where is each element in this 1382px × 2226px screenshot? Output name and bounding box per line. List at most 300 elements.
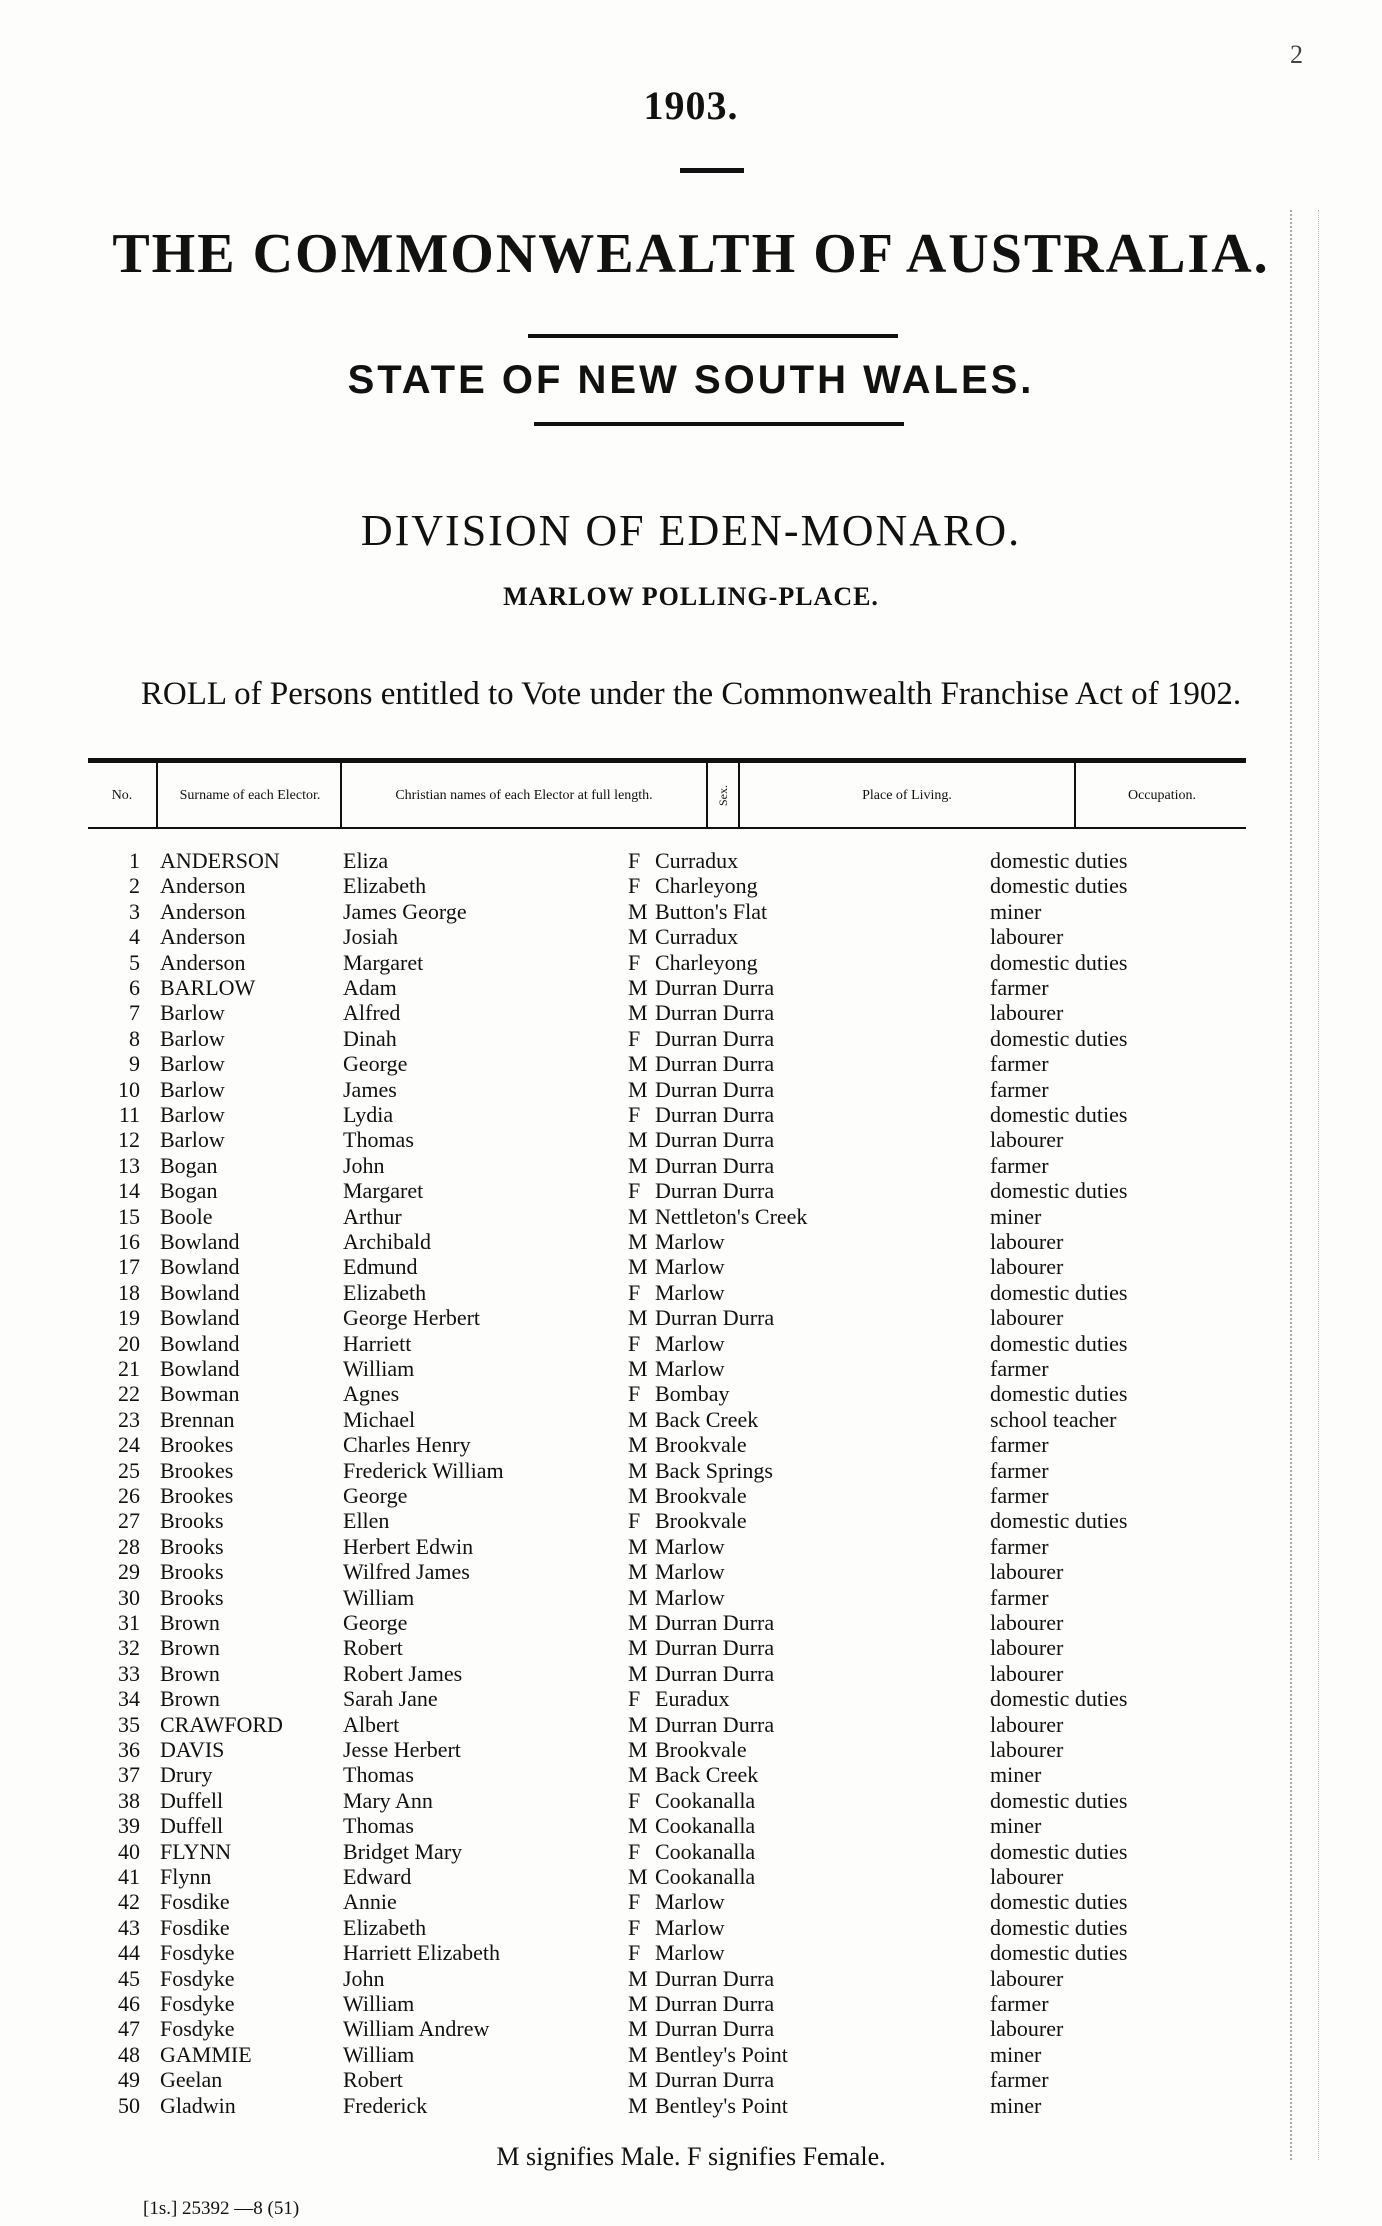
occupation-cell: domestic duties bbox=[990, 1280, 1128, 1305]
row-number: 35 bbox=[118, 1712, 140, 1737]
table-row bbox=[0, 1178, 1382, 1203]
row-number: 28 bbox=[118, 1534, 140, 1559]
place-of-living-cell: Durran Durra bbox=[655, 1153, 775, 1178]
occupation-cell: farmer bbox=[990, 1077, 1049, 1102]
occupation-cell: domestic duties bbox=[990, 1686, 1128, 1711]
surname-cell: Brookes bbox=[160, 1483, 234, 1508]
row-number: 14 bbox=[118, 1178, 140, 1203]
row-number: 24 bbox=[118, 1432, 140, 1457]
christian-names-cell: Elizabeth bbox=[343, 1915, 427, 1940]
row-number: 18 bbox=[118, 1280, 140, 1305]
surname-cell: Barlow bbox=[160, 1127, 225, 1152]
row-number: 47 bbox=[118, 2016, 140, 2041]
christian-names-cell: William Andrew bbox=[343, 2016, 490, 2041]
table-row bbox=[0, 1966, 1382, 1991]
row-number: 11 bbox=[118, 1102, 140, 1127]
table-row bbox=[0, 1254, 1382, 1279]
occupation-cell: domestic duties bbox=[990, 1178, 1128, 1203]
row-number: 30 bbox=[118, 1585, 140, 1610]
christian-names-cell: Frederick bbox=[343, 2093, 428, 2118]
table-header bbox=[88, 758, 1246, 829]
row-number: 13 bbox=[118, 1153, 140, 1178]
christian-names-cell: Archibald bbox=[343, 1229, 431, 1254]
row-number: 12 bbox=[118, 1127, 140, 1152]
occupation-cell: labourer bbox=[990, 1966, 1064, 1991]
sex-cell: M bbox=[628, 2016, 648, 2041]
table-row bbox=[0, 1305, 1382, 1330]
christian-names-cell: Adam bbox=[343, 975, 397, 1000]
table-row bbox=[0, 1712, 1382, 1737]
row-number: 1 bbox=[129, 848, 140, 873]
occupation-cell: labourer bbox=[990, 1864, 1064, 1889]
christian-names-cell: Alfred bbox=[343, 1000, 401, 1025]
surname-cell: Anderson bbox=[160, 950, 246, 975]
surname-cell: Boole bbox=[160, 1204, 213, 1229]
sex-cell: F bbox=[628, 1331, 641, 1356]
year-heading: 1903. bbox=[643, 83, 739, 128]
occupation-cell: domestic duties bbox=[990, 873, 1128, 898]
sex-cell: F bbox=[628, 1102, 641, 1127]
row-number: 33 bbox=[118, 1661, 140, 1686]
sex-cell: M bbox=[628, 1661, 648, 1686]
surname-cell: Fosdyke bbox=[160, 2016, 235, 2041]
row-number: 38 bbox=[118, 1788, 140, 1813]
table-row bbox=[0, 1661, 1382, 1686]
sex-cell: M bbox=[628, 1585, 648, 1610]
surname-cell: Bowland bbox=[160, 1229, 240, 1254]
surname-cell: Barlow bbox=[160, 1077, 225, 1102]
surname-cell: Bowland bbox=[160, 1331, 240, 1356]
christian-names-cell: George bbox=[343, 1483, 408, 1508]
place-of-living-cell: Brookvale bbox=[655, 1432, 747, 1457]
sex-cell: M bbox=[628, 2093, 648, 2118]
sex-cell: M bbox=[628, 1153, 648, 1178]
place-of-living-cell: Brookvale bbox=[655, 1508, 747, 1533]
place-of-living-cell: Cookanalla bbox=[655, 1864, 756, 1889]
occupation-cell: domestic duties bbox=[990, 1508, 1128, 1533]
table-row bbox=[0, 2042, 1382, 2067]
christian-names-cell: Charles Henry bbox=[343, 1432, 471, 1457]
occupation-cell: domestic duties bbox=[990, 1889, 1128, 1914]
table-row bbox=[0, 1762, 1382, 1787]
row-number: 26 bbox=[118, 1483, 140, 1508]
place-of-living-cell: Durran Durra bbox=[655, 1127, 775, 1152]
sex-cell: F bbox=[628, 1889, 641, 1914]
sex-cell: F bbox=[628, 1839, 641, 1864]
table-row bbox=[0, 1839, 1382, 1864]
place-of-living-cell: Durran Durra bbox=[655, 2016, 775, 2041]
sex-cell: M bbox=[628, 1635, 648, 1660]
christian-names-cell: George Herbert bbox=[343, 1305, 481, 1330]
place-of-living-cell: Euradux bbox=[655, 1686, 730, 1711]
place-of-living-cell: Brookvale bbox=[655, 1737, 747, 1762]
sex-cell: M bbox=[628, 1559, 648, 1584]
sex-legend-note: M signifies Male. F signifies Female. bbox=[496, 2142, 886, 2171]
occupation-cell: miner bbox=[990, 2042, 1042, 2067]
occupation-cell: domestic duties bbox=[990, 1839, 1128, 1864]
occupation-cell: domestic duties bbox=[990, 1102, 1128, 1127]
surname-cell: Barlow bbox=[160, 1051, 225, 1076]
occupation-cell: farmer bbox=[990, 975, 1049, 1000]
table-row bbox=[0, 1991, 1382, 2016]
table-row bbox=[0, 1813, 1382, 1838]
sex-cell: M bbox=[628, 1356, 648, 1381]
state-rule bbox=[534, 422, 904, 426]
sex-cell: M bbox=[628, 1305, 648, 1330]
surname-cell: Brooks bbox=[160, 1508, 224, 1533]
table-row bbox=[0, 1737, 1382, 1762]
sex-cell: M bbox=[628, 1127, 648, 1152]
surname-cell: Barlow bbox=[160, 1026, 225, 1051]
sex-cell: M bbox=[628, 1051, 648, 1076]
christian-names-cell: Robert bbox=[343, 2067, 403, 2092]
place-of-living-cell: Button's Flat bbox=[655, 899, 768, 924]
place-of-living-cell: Marlow bbox=[655, 1915, 725, 1940]
place-of-living-cell: Charleyong bbox=[655, 950, 758, 975]
sex-cell: F bbox=[628, 1788, 641, 1813]
occupation-cell: farmer bbox=[990, 1051, 1049, 1076]
row-number: 25 bbox=[118, 1458, 140, 1483]
sex-cell: F bbox=[628, 1381, 641, 1406]
table-row bbox=[0, 1280, 1382, 1305]
table-row bbox=[0, 899, 1382, 924]
table-row bbox=[0, 1559, 1382, 1584]
row-number: 21 bbox=[118, 1356, 140, 1381]
place-of-living-cell: Nettleton's Creek bbox=[655, 1204, 808, 1229]
table-row bbox=[0, 1026, 1382, 1051]
table-row bbox=[0, 924, 1382, 949]
table-row bbox=[0, 1534, 1382, 1559]
row-number: 41 bbox=[118, 1864, 140, 1889]
sex-cell: F bbox=[628, 1940, 641, 1965]
occupation-cell: labourer bbox=[990, 1305, 1064, 1330]
christian-names-cell: James George bbox=[343, 899, 467, 924]
christian-names-cell: Jesse Herbert bbox=[343, 1737, 461, 1762]
roll-title: ROLL of Persons entitled to Vote under the Commonwealth Franchise Act of 1902. bbox=[140, 676, 1242, 712]
row-number: 48 bbox=[118, 2042, 140, 2067]
sex-cell: M bbox=[628, 1254, 648, 1279]
place-of-living-cell: Bentley's Point bbox=[655, 2042, 788, 2067]
row-number: 32 bbox=[118, 1635, 140, 1660]
page-title: THE COMMONWEALTH OF AUSTRALIA. bbox=[112, 223, 1270, 285]
surname-cell: Bogan bbox=[160, 1178, 218, 1203]
occupation-cell: labourer bbox=[990, 1661, 1064, 1686]
year-rule bbox=[680, 168, 744, 173]
title-rule bbox=[528, 334, 898, 338]
surname-cell: ANDERSON bbox=[160, 848, 280, 873]
row-number: 31 bbox=[118, 1610, 140, 1635]
table-row bbox=[0, 1458, 1382, 1483]
sex-cell: M bbox=[628, 1000, 648, 1025]
christian-names-cell: Thomas bbox=[343, 1762, 414, 1787]
place-of-living-cell: Back Creek bbox=[655, 1407, 759, 1432]
surname-cell: DAVIS bbox=[160, 1737, 225, 1762]
occupation-cell: labourer bbox=[990, 1559, 1064, 1584]
row-number: 49 bbox=[118, 2067, 140, 2092]
row-number: 42 bbox=[118, 1889, 140, 1914]
place-of-living-cell: Marlow bbox=[655, 1559, 725, 1584]
christian-names-cell: George bbox=[343, 1610, 408, 1635]
sex-cell: M bbox=[628, 1991, 648, 2016]
state-heading: STATE OF NEW SOUTH WALES. bbox=[347, 358, 1035, 402]
christian-names-cell: John bbox=[343, 1966, 385, 1991]
sex-cell: F bbox=[628, 873, 641, 898]
place-of-living-cell: Durran Durra bbox=[655, 1178, 775, 1203]
place-of-living-cell: Marlow bbox=[655, 1356, 725, 1381]
table-row bbox=[0, 1331, 1382, 1356]
occupation-cell: labourer bbox=[990, 924, 1064, 949]
table-row bbox=[0, 1102, 1382, 1127]
surname-cell: Anderson bbox=[160, 899, 246, 924]
christian-names-cell: Josiah bbox=[343, 924, 398, 949]
occupation-cell: miner bbox=[990, 2093, 1042, 2118]
christian-names-cell: Elizabeth bbox=[343, 1280, 427, 1305]
surname-cell: CRAWFORD bbox=[160, 1712, 283, 1737]
place-of-living-cell: Durran Durra bbox=[655, 975, 775, 1000]
row-number: 2 bbox=[129, 873, 140, 898]
christian-names-cell: Harriett bbox=[343, 1331, 412, 1356]
place-of-living-cell: Durran Durra bbox=[655, 1305, 775, 1330]
occupation-cell: farmer bbox=[990, 2067, 1049, 2092]
surname-cell: Gladwin bbox=[160, 2093, 236, 2118]
sex-cell: M bbox=[628, 924, 648, 949]
occupation-cell: farmer bbox=[990, 1432, 1049, 1457]
place-of-living-cell: Marlow bbox=[655, 1534, 725, 1559]
sex-cell: F bbox=[628, 1178, 641, 1203]
header-christian: Christian names of each Elector at full length. bbox=[395, 787, 653, 803]
row-number: 19 bbox=[118, 1305, 140, 1330]
surname-cell: Anderson bbox=[160, 873, 246, 898]
sex-cell: F bbox=[628, 1280, 641, 1305]
header-place: Place of Living. bbox=[862, 787, 952, 803]
occupation-cell: domestic duties bbox=[990, 848, 1128, 873]
occupation-cell: domestic duties bbox=[990, 1788, 1128, 1813]
christian-names-cell: William bbox=[343, 1356, 415, 1381]
sex-cell: F bbox=[628, 1508, 641, 1533]
division-heading: DIVISION OF EDEN-MONARO. bbox=[360, 506, 1022, 555]
surname-cell: Bowland bbox=[160, 1254, 240, 1279]
sex-cell: F bbox=[628, 1026, 641, 1051]
place-of-living-cell: Marlow bbox=[655, 1585, 725, 1610]
surname-cell: Brooks bbox=[160, 1559, 224, 1584]
surname-cell: BARLOW bbox=[160, 975, 256, 1000]
place-of-living-cell: Marlow bbox=[655, 1331, 725, 1356]
table-row bbox=[0, 1864, 1382, 1889]
occupation-cell: farmer bbox=[990, 1991, 1049, 2016]
table-row bbox=[0, 1508, 1382, 1533]
table-row bbox=[0, 2093, 1382, 2118]
header-divider bbox=[738, 763, 740, 827]
surname-cell: Barlow bbox=[160, 1000, 225, 1025]
print-code: [1s.] 25392 —8 (51) bbox=[143, 2198, 300, 2219]
surname-cell: Bowman bbox=[160, 1381, 240, 1406]
place-of-living-cell: Durran Durra bbox=[655, 1661, 775, 1686]
sex-cell: M bbox=[628, 1458, 648, 1483]
row-number: 4 bbox=[129, 924, 140, 949]
table-row bbox=[0, 950, 1382, 975]
place-of-living-cell: Marlow bbox=[655, 1889, 725, 1914]
christian-names-cell: George bbox=[343, 1051, 408, 1076]
christian-names-cell: Annie bbox=[343, 1889, 397, 1914]
christian-names-cell: Arthur bbox=[343, 1204, 402, 1229]
place-of-living-cell: Curradux bbox=[655, 924, 739, 949]
christian-names-cell: John bbox=[343, 1153, 385, 1178]
christian-names-cell: William bbox=[343, 2042, 415, 2067]
sex-cell: M bbox=[628, 1077, 648, 1102]
row-number: 9 bbox=[129, 1051, 140, 1076]
occupation-cell: labourer bbox=[990, 1229, 1064, 1254]
christian-names-cell: Harriett Elizabeth bbox=[343, 1940, 500, 1965]
row-number: 43 bbox=[118, 1915, 140, 1940]
surname-cell: Brown bbox=[160, 1686, 220, 1711]
occupation-cell: farmer bbox=[990, 1458, 1049, 1483]
row-number: 27 bbox=[118, 1508, 140, 1533]
table-row bbox=[0, 1407, 1382, 1432]
surname-cell: Brookes bbox=[160, 1432, 234, 1457]
table-row bbox=[0, 1915, 1382, 1940]
place-of-living-cell: Marlow bbox=[655, 1229, 725, 1254]
christian-names-cell: Agnes bbox=[343, 1381, 400, 1406]
occupation-cell: domestic duties bbox=[990, 950, 1128, 975]
occupation-cell: domestic duties bbox=[990, 1381, 1128, 1406]
occupation-cell: labourer bbox=[990, 1254, 1064, 1279]
table-row bbox=[0, 1610, 1382, 1635]
place-of-living-cell: Durran Durra bbox=[655, 1026, 775, 1051]
row-number: 22 bbox=[118, 1381, 140, 1406]
christian-names-cell: Thomas bbox=[343, 1813, 414, 1838]
sex-cell: F bbox=[628, 950, 641, 975]
place-of-living-cell: Brookvale bbox=[655, 1483, 747, 1508]
christian-names-cell: Eliza bbox=[343, 848, 389, 873]
row-number: 16 bbox=[118, 1229, 140, 1254]
row-number: 15 bbox=[118, 1204, 140, 1229]
surname-cell: Fosdyke bbox=[160, 1940, 235, 1965]
table-row bbox=[0, 1127, 1382, 1152]
occupation-cell: labourer bbox=[990, 1127, 1064, 1152]
occupation-cell: domestic duties bbox=[990, 1026, 1128, 1051]
table-row bbox=[0, 1204, 1382, 1229]
sex-cell: M bbox=[628, 1864, 648, 1889]
sex-cell: M bbox=[628, 2042, 648, 2067]
place-of-living-cell: Durran Durra bbox=[655, 1000, 775, 1025]
occupation-cell: domestic duties bbox=[990, 1915, 1128, 1940]
place-of-living-cell: Cookanalla bbox=[655, 1813, 756, 1838]
christian-names-cell: William bbox=[343, 1991, 415, 2016]
row-number: 17 bbox=[118, 1254, 140, 1279]
surname-cell: Bowland bbox=[160, 1280, 240, 1305]
row-number: 40 bbox=[118, 1839, 140, 1864]
christian-names-cell: Albert bbox=[343, 1712, 400, 1737]
row-number: 44 bbox=[118, 1940, 140, 1965]
place-of-living-cell: Marlow bbox=[655, 1280, 725, 1305]
place-of-living-cell: Marlow bbox=[655, 1254, 725, 1279]
occupation-cell: domestic duties bbox=[990, 1940, 1128, 1965]
surname-cell: Geelan bbox=[160, 2067, 223, 2092]
surname-cell: Brown bbox=[160, 1610, 220, 1635]
christian-names-cell: Margaret bbox=[343, 950, 424, 975]
surname-cell: Bowland bbox=[160, 1356, 240, 1381]
sex-cell: M bbox=[628, 1712, 648, 1737]
table-row bbox=[0, 1000, 1382, 1025]
table-row bbox=[0, 1381, 1382, 1406]
occupation-cell: labourer bbox=[990, 1000, 1064, 1025]
sex-cell: F bbox=[628, 1686, 641, 1711]
surname-cell: Brookes bbox=[160, 1458, 234, 1483]
surname-cell: Brown bbox=[160, 1635, 220, 1660]
sex-cell: F bbox=[628, 1915, 641, 1940]
table-row bbox=[0, 1686, 1382, 1711]
occupation-cell: farmer bbox=[990, 1356, 1049, 1381]
surname-cell: Bogan bbox=[160, 1153, 218, 1178]
christian-names-cell: Edward bbox=[343, 1864, 412, 1889]
surname-cell: Brooks bbox=[160, 1585, 224, 1610]
table-row bbox=[0, 975, 1382, 1000]
sex-cell: M bbox=[628, 1813, 648, 1838]
christian-names-cell: Mary Ann bbox=[343, 1788, 433, 1813]
sex-cell: M bbox=[628, 1610, 648, 1635]
row-number: 36 bbox=[118, 1737, 140, 1762]
header-no: No. bbox=[111, 787, 133, 803]
place-of-living-cell: Bentley's Point bbox=[655, 2093, 788, 2118]
occupation-cell: miner bbox=[990, 1204, 1042, 1229]
header-occupation: Occupation. bbox=[1127, 787, 1197, 803]
surname-cell: Fosdyke bbox=[160, 1991, 235, 2016]
occupation-cell: labourer bbox=[990, 2016, 1064, 2041]
surname-cell: Anderson bbox=[160, 924, 246, 949]
row-number: 45 bbox=[118, 1966, 140, 1991]
header-divider bbox=[1074, 763, 1076, 827]
table-row bbox=[0, 1635, 1382, 1660]
occupation-cell: miner bbox=[990, 899, 1042, 924]
place-of-living-cell: Cookanalla bbox=[655, 1788, 756, 1813]
row-number: 34 bbox=[118, 1686, 140, 1711]
table-row bbox=[0, 1483, 1382, 1508]
occupation-cell: school teacher bbox=[990, 1407, 1117, 1432]
surname-cell: FLYNN bbox=[160, 1839, 232, 1864]
row-number: 6 bbox=[129, 975, 140, 1000]
table-row bbox=[0, 1432, 1382, 1457]
christian-names-cell: Edmund bbox=[343, 1254, 418, 1279]
place-of-living-cell: Durran Durra bbox=[655, 2067, 775, 2092]
header-divider bbox=[156, 763, 158, 827]
occupation-cell: farmer bbox=[990, 1534, 1049, 1559]
place-of-living-cell: Durran Durra bbox=[655, 1712, 775, 1737]
surname-cell: Fosdike bbox=[160, 1915, 230, 1940]
occupation-cell: labourer bbox=[990, 1610, 1064, 1635]
place-of-living-cell: Back Creek bbox=[655, 1762, 759, 1787]
christian-names-cell: Dinah bbox=[343, 1026, 397, 1051]
occupation-cell: farmer bbox=[990, 1585, 1049, 1610]
row-number: 23 bbox=[118, 1407, 140, 1432]
surname-cell: Drury bbox=[160, 1762, 213, 1787]
christian-names-cell: Lydia bbox=[343, 1102, 394, 1127]
place-of-living-cell: Durran Durra bbox=[655, 1635, 775, 1660]
table-row bbox=[0, 1585, 1382, 1610]
sex-cell: M bbox=[628, 899, 648, 924]
row-number: 7 bbox=[129, 1000, 140, 1025]
place-of-living-cell: Marlow bbox=[655, 1940, 725, 1965]
row-number: 29 bbox=[118, 1559, 140, 1584]
occupation-cell: farmer bbox=[990, 1483, 1049, 1508]
table-row bbox=[0, 848, 1382, 873]
occupation-cell: farmer bbox=[990, 1153, 1049, 1178]
place-of-living-cell: Cookanalla bbox=[655, 1839, 756, 1864]
sex-cell: M bbox=[628, 1432, 648, 1457]
surname-cell: Fosdike bbox=[160, 1889, 230, 1914]
place-of-living-cell: Durran Durra bbox=[655, 1051, 775, 1076]
christian-names-cell: Herbert Edwin bbox=[343, 1534, 474, 1559]
row-number: 20 bbox=[118, 1331, 140, 1356]
